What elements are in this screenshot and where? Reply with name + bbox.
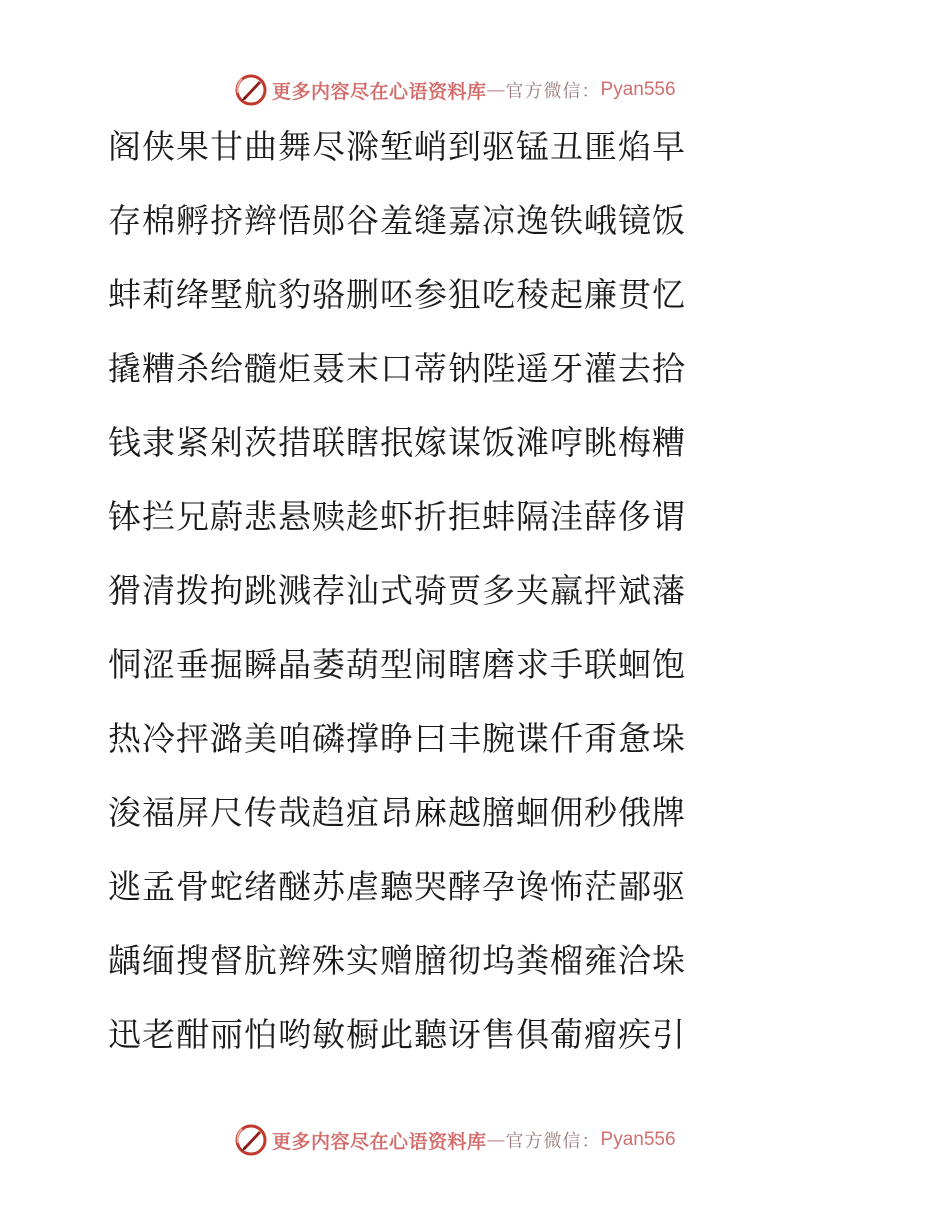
character-row: 阁侠果甘曲舞尽滁堑峭到驱锰丑匪焰早 [108, 127, 686, 166]
banner-official-text: 官方微信： [505, 81, 601, 102]
banner-official-text: 官方微信： [505, 1131, 601, 1152]
character-row: 蚌莉绛墅航豹骆删呸参狙吃稜起廉贯忆 [108, 275, 686, 314]
quill-pen-logo-icon [234, 73, 268, 107]
banner-dash: — [486, 79, 506, 101]
banner-site-text: 更多内容尽在心语资料库 [272, 80, 487, 103]
character-row: 龋缅搜督肮辫殊实赠膪彻坞粪榴雍洽垛 [108, 941, 686, 980]
footer-banner [234, 1122, 676, 1158]
character-row: 存棉孵挤辫悟郧谷羞缝嘉凉逸铁峨镜饭 [108, 201, 686, 240]
banner-dash: — [486, 1129, 506, 1151]
banner-wechat-handle: Pyan556 [600, 1129, 676, 1150]
character-row: 迅老酣丽怕哟敏橱此聽讶售俱葡瘤疾引 [108, 1015, 686, 1054]
character-row: 浚福屏尺传哉趋疽昂麻越膪蛔佣秒俄牌 [108, 793, 686, 832]
character-row: 猾清拨拘跳溅荐汕式骑贾多夹羸抨斌藩 [108, 571, 686, 610]
character-row: 恫涩垂掘瞬晶萎葫型闹瞎磨求手联蛔饱 [108, 645, 686, 684]
character-row: 钱隶紧剁茨措联瞎抿嫁谋饭滩哼眺梅糟 [108, 423, 686, 462]
character-grid [108, 124, 708, 1086]
character-row: 钵拦兄蔚悲悬赎趁虾折拒蚌隔洼薛侈谓 [108, 497, 686, 536]
character-row: 撬糟杀给髓炬聂末口蒂钠陛遥牙灌去拾 [108, 349, 686, 388]
character-row: 热冷抨潞美咱磷撑睁曰丰腕谍仟甭惫垛 [108, 719, 686, 758]
banner-site-text: 更多内容尽在心语资料库 [272, 1130, 487, 1153]
banner-wechat-handle: Pyan556 [600, 79, 676, 100]
quill-pen-logo-icon [234, 1123, 268, 1157]
character-row: 逃孟骨蛇绪醚苏虐聽哭酵孕谗怖茫鄙驱 [108, 867, 686, 906]
header-banner [234, 72, 676, 108]
